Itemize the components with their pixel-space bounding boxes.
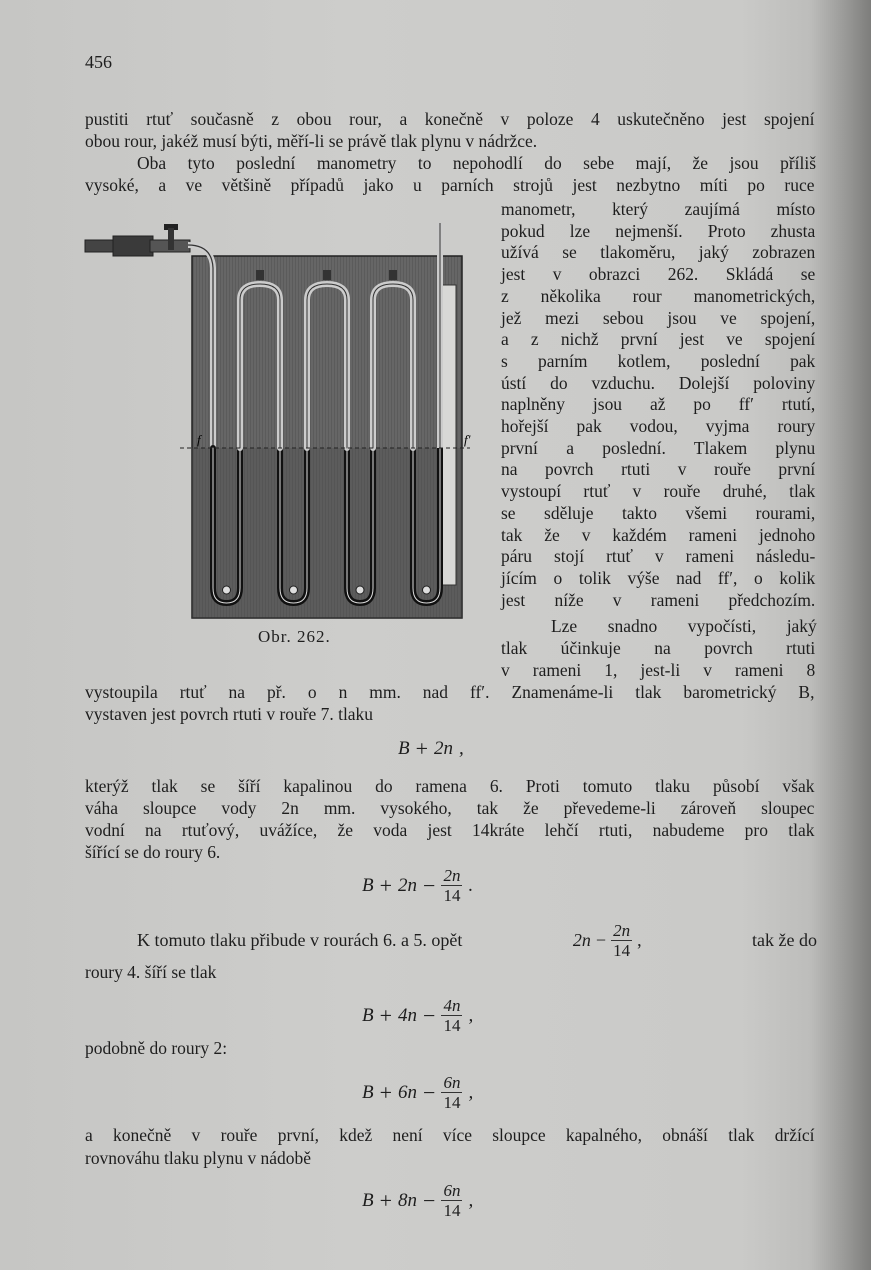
text-line: páru stojí rtuť v rameni následu- — [501, 546, 816, 567]
text-line: jež mezi sebou jsou ve spojení, — [501, 307, 816, 328]
text-line: váha sloupce vody 2n mm. vysokého, tak že převedeme-li zároveň sloupec — [85, 798, 815, 818]
text-line: na povrch rtuti v rouře první — [501, 459, 816, 480]
text-line: s parním kotlem, poslední pak — [501, 350, 816, 371]
text-line: hořejší pak vodou, vyjma roury — [501, 416, 816, 436]
manometer-figure — [80, 218, 480, 638]
level-label-f: f — [197, 432, 201, 447]
fraction: $\frac{4n}{14}$ — [443, 996, 461, 1035]
fraction: $\frac{6n}{14}$ — [443, 1073, 461, 1112]
text-line: a z nichž první jest ve spojení — [501, 329, 816, 350]
text-line: se sděluje takto všemi rourami, — [501, 502, 816, 523]
equation-2: B + 2n − $\frac{2n}{14}$ . — [362, 866, 474, 905]
text-line: manometr, který zaujímá místo — [501, 199, 816, 219]
eq-term: 2n — [434, 738, 454, 759]
text-line: vystoupí rtuť v rouře druhé, tlak — [501, 481, 816, 502]
text-line: vystaven jest povrch rtuti v rouře 7. tlaku — [85, 704, 374, 724]
text-line: šířící se do roury 6. — [85, 842, 221, 862]
text-line: pustiti rtuť současně z obou rour, a konečně v poloze 4 uskutečněno jest spojení — [85, 109, 815, 129]
figure-caption: Obr. 262. — [258, 627, 331, 646]
text-line: ústí do vzduchu. Dolejší poloviny — [501, 372, 816, 393]
text-line: jícím o tolik výše nad ff′, o kolik — [501, 567, 816, 588]
text-line: první a poslední. Tlakem plynu — [501, 437, 816, 458]
text-line: rovnováhu tlaku plynu v nádobě — [85, 1148, 311, 1168]
text-line: obou rour, jakéž musí býti, měří-li se právě tlak plynu v nádržce. — [85, 131, 538, 151]
text-line: kterýž tlak se šíří kapalinou do ramena 6. Proti tomuto tlaku působí však — [85, 776, 815, 796]
fraction: $\frac{2n}{14}$ — [443, 866, 461, 905]
text-line-with-fraction: K tomuto tlaku přibude v rourách 6. a 5. opět 2n − $\frac{2n}{14}$ , tak že do — [137, 921, 817, 960]
text-line: podobně do roury 2: — [85, 1038, 228, 1058]
text-segment: tak že do — [752, 930, 817, 950]
text-line: jest níže v rameni předchozím. — [501, 589, 816, 610]
eq-operator: + — [415, 736, 429, 761]
equation-3: B + 4n − $\frac{4n}{14}$ , — [362, 996, 474, 1035]
text-segment: K tomuto tlaku přibude v rourách 6. a 5. opět — [137, 930, 463, 950]
text-line: tlak účinkuje na povrch rtuti — [501, 638, 816, 658]
text-line: užívá se tlakoměru, jaký zobrazen — [501, 242, 816, 263]
text-line: naplněny jsou až po ff′ rtutí, — [501, 394, 816, 415]
text-line: a konečně v rouře první, kdež není více sloupce kapalného, obnáší tlak držící — [85, 1125, 815, 1145]
fraction: $\frac{6n}{14}$ — [443, 1181, 461, 1220]
text-line: Oba tyto poslední manometry to nepohodlí do sebe mají, že jsou příliš — [137, 153, 816, 173]
fraction: $\frac{2n}{14}$ — [613, 921, 631, 960]
eq-term: B — [398, 738, 410, 759]
equation-1 — [398, 736, 464, 762]
text-line: roury 4. šíří se tlak — [85, 962, 217, 982]
text-line: vodní na rtuťový, uvážíce, že voda jest 14kráte lehčí rtuti, nabudeme pro tlak — [85, 820, 815, 840]
stopper-icon — [256, 270, 264, 280]
stopper-icon — [323, 270, 331, 280]
text-line: v rameni 1, jest-li v rameni 8 — [501, 660, 816, 680]
stopper-icon — [389, 270, 397, 280]
page-number: 456 — [85, 52, 112, 72]
text-line: z několika rour manometrických, — [501, 285, 816, 306]
text-line: pokud lze nejmenší. Proto zhusta — [501, 220, 816, 241]
equation-5: B + 8n − $\frac{6n}{14}$ , — [362, 1181, 474, 1220]
text-line: tak že v každém rameni jednoho — [501, 524, 816, 545]
level-label-f-prime: f′ — [464, 432, 471, 447]
text-line: vysoké, a ve většině případů jako u parních strojů jest nezbytno míti po ruce — [85, 175, 815, 195]
text-line: jest v obrazci 262. Skládá se — [501, 264, 816, 285]
equation-4: B + 6n − $\frac{6n}{14}$ , — [362, 1073, 474, 1112]
text-line: vystoupila rtuť na př. o n mm. nad ff′. Znamenáme-li tlak barometrický B, — [85, 682, 815, 702]
eq-punct: , — [459, 738, 464, 759]
text-line: Lze snadno vypočísti, jaký — [551, 616, 817, 636]
